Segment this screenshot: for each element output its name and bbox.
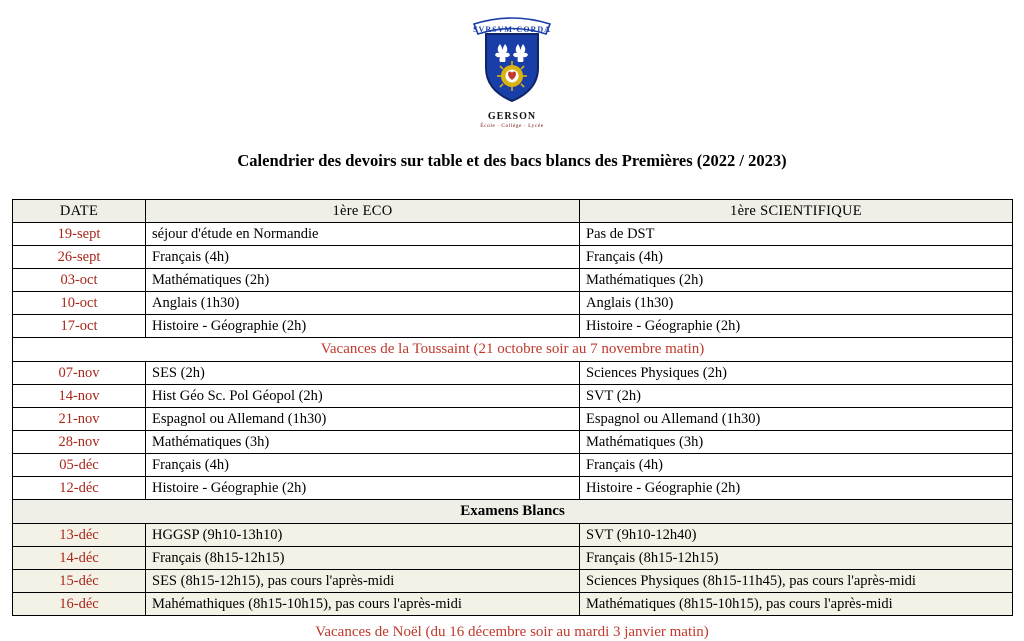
cell-date: 13-déc: [13, 524, 146, 547]
cell-date: 16-déc: [13, 593, 146, 616]
table-row: [13, 524, 1013, 547]
crest-icon: [460, 6, 564, 110]
table-row: [13, 408, 1013, 431]
page-title: Calendrier des devoirs sur table et des bacs blancs des Premières (2022 / 2023): [237, 151, 787, 170]
cell-date: 14-nov: [13, 385, 146, 408]
cell-eco: Espagnol ou Allemand (1h30): [146, 408, 580, 431]
cell-eco: Mathématiques (3h): [146, 431, 580, 454]
cell-eco: Français (8h15-12h15): [146, 547, 580, 570]
table-row: [13, 315, 1013, 338]
banner-text: Vacances de la Toussaint (21 octobre soir au 7 novembre matin): [13, 338, 1013, 362]
cell-date: 15-déc: [13, 570, 146, 593]
cell-eco: Anglais (1h30): [146, 292, 580, 315]
cell-eco: Hist Géo Sc. Pol Géopol (2h): [146, 385, 580, 408]
cell-date: 21-nov: [13, 408, 146, 431]
calendar-table-body: [13, 223, 1013, 616]
banner-row-examens-blancs: [13, 500, 1013, 524]
cell-sci: Sciences Physiques (8h15-11h45), pas cours l'après-midi: [580, 570, 1013, 593]
school-logo: [0, 0, 1024, 129]
cell-sci: Espagnol ou Allemand (1h30): [580, 408, 1013, 431]
cell-sci: Pas de DST: [580, 223, 1013, 246]
table-row: [13, 246, 1013, 269]
cell-eco: séjour d'étude en Normandie: [146, 223, 580, 246]
cell-date: 05-déc: [13, 454, 146, 477]
table-row: [13, 269, 1013, 292]
cell-sci: Histoire - Géographie (2h): [580, 315, 1013, 338]
cell-sci: Français (4h): [580, 454, 1013, 477]
cell-date: 10-oct: [13, 292, 146, 315]
cell-eco: Français (4h): [146, 454, 580, 477]
cell-sci: Français (4h): [580, 246, 1013, 269]
cell-sci: Mathématiques (3h): [580, 431, 1013, 454]
cell-sci: Français (8h15-12h15): [580, 547, 1013, 570]
cell-date: 17-oct: [13, 315, 146, 338]
table-row: [13, 593, 1013, 616]
banner-row-vacances-toussaint: [13, 338, 1013, 362]
cell-sci: Histoire - Géographie (2h): [580, 477, 1013, 500]
calendar-table: [12, 199, 1013, 616]
cell-sci: SVT (2h): [580, 385, 1013, 408]
table-row: [13, 477, 1013, 500]
svg-text:SVRSVM·CORDA: SVRSVM·CORDA: [473, 25, 551, 34]
cell-eco: Histoire - Géographie (2h): [146, 477, 580, 500]
table-row: [13, 570, 1013, 593]
banner-text: Examens Blancs: [13, 500, 1013, 524]
footer-note-vacances-noel: Vacances de Noël (du 16 décembre soir au mardi 3 janvier matin): [315, 624, 709, 640]
cell-sci: Sciences Physiques (2h): [580, 362, 1013, 385]
cell-sci: Mathématiques (8h15-10h15), pas cours l'après-midi: [580, 593, 1013, 616]
cell-date: 03-oct: [13, 269, 146, 292]
table-row: [13, 431, 1013, 454]
header-date: DATE: [13, 200, 146, 223]
table-header-row: [13, 200, 1013, 223]
table-row: [13, 547, 1013, 570]
cell-date: 07-nov: [13, 362, 146, 385]
table-row: [13, 454, 1013, 477]
cell-eco: SES (2h): [146, 362, 580, 385]
header-eco: 1ère ECO: [146, 200, 580, 223]
table-row: [13, 385, 1013, 408]
cell-date: 28-nov: [13, 431, 146, 454]
cell-eco: SES (8h15-12h15), pas cours l'après-midi: [146, 570, 580, 593]
cell-date: 12-déc: [13, 477, 146, 500]
cell-date: 26-sept: [13, 246, 146, 269]
school-subtitle: École · Collège · Lycée: [480, 123, 544, 129]
cell-eco: Mathématiques (2h): [146, 269, 580, 292]
school-name: GERSON: [487, 111, 537, 122]
cell-sci: Anglais (1h30): [580, 292, 1013, 315]
table-row: [13, 292, 1013, 315]
cell-eco: HGGSP (9h10-13h10): [146, 524, 580, 547]
cell-eco: Histoire - Géographie (2h): [146, 315, 580, 338]
table-row: [13, 223, 1013, 246]
cell-eco: Français (4h): [146, 246, 580, 269]
cell-date: 14-déc: [13, 547, 146, 570]
header-sci: 1ère SCIENTIFIQUE: [580, 200, 1013, 223]
table-row: [13, 362, 1013, 385]
calendar-table-wrapper: [12, 199, 1012, 616]
cell-date: 19-sept: [13, 223, 146, 246]
cell-eco: Mahémathiques (8h15-10h15), pas cours l'après-midi: [146, 593, 580, 616]
cell-sci: SVT (9h10-12h40): [580, 524, 1013, 547]
cell-sci: Mathématiques (2h): [580, 269, 1013, 292]
